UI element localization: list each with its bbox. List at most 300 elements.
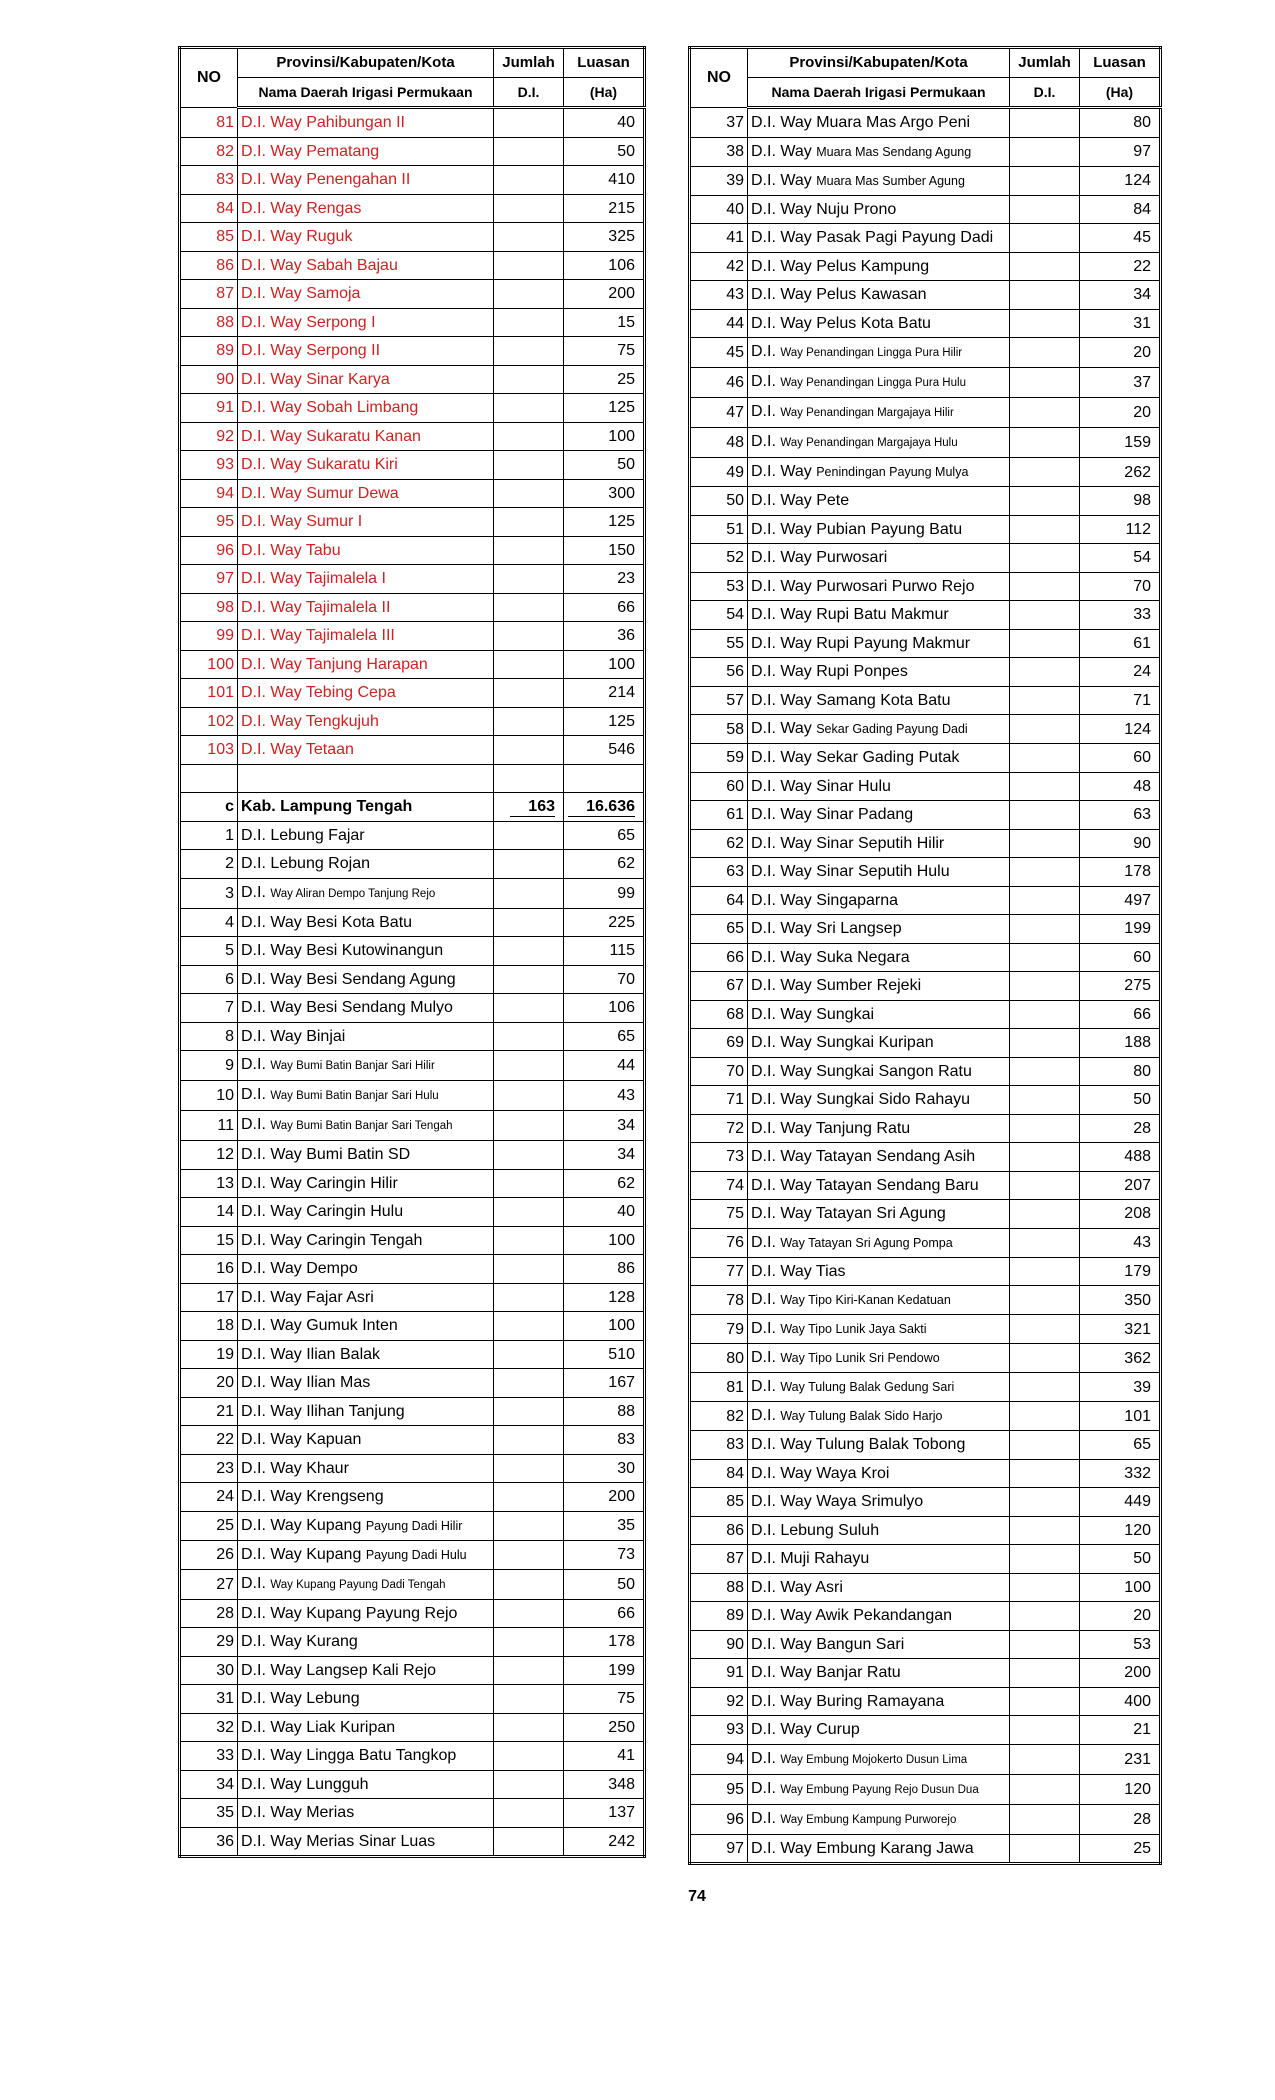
name-text: Sekar Gading Payung Dadi [816,722,968,736]
irrigation-area-name [238,1169,494,1198]
row-number: 40 [690,195,748,224]
row-number: 57 [690,686,748,715]
name-prefix: D.I. Way [241,427,302,445]
luasan-value: 159 [1080,428,1161,458]
row-number: 76 [690,1228,748,1257]
header-province: Provinsi/Kabupaten/Kota [748,48,1010,78]
name-text: Way Dempo [270,1260,358,1278]
header-province: Provinsi/Kabupaten/Kota [238,48,494,78]
name-prefix: D.I. [241,942,266,960]
jumlah-value [1010,428,1080,458]
row-number: 91 [180,394,238,423]
jumlah-value [494,1255,564,1284]
right-table-body [690,108,1161,1864]
table-row [690,1057,1161,1086]
row-number: 52 [690,544,748,573]
jumlah-value [1010,1516,1080,1545]
row-number: 94 [180,479,238,508]
name-prefix: D.I. [751,634,776,652]
name-prefix: D.I. [751,343,776,360]
jumlah-value [494,1540,564,1569]
row-number: 95 [690,1774,748,1804]
irrigation-area-name [238,1340,494,1369]
luasan-value: 34 [564,1141,645,1170]
luasan-value: 188 [1080,1029,1161,1058]
name-prefix: D.I. [751,229,776,247]
name-prefix: D.I. Way [241,655,302,673]
name-text: Tajimalela I [305,570,386,588]
jumlah-value [494,1022,564,1051]
name-text: Way Pelus Kawasan [780,286,927,304]
table-row [180,1340,645,1369]
name-text: Tengkujuh [305,712,379,730]
jumlah-value [1010,1774,1080,1804]
table-row [690,572,1161,601]
irrigation-area-name [748,166,1010,195]
irrigation-area-name [748,224,1010,253]
name-prefix: D.I. Way [241,541,302,559]
luasan-value: 179 [1080,1257,1161,1286]
name-prefix: D.I. [751,1005,776,1023]
name-prefix: D.I. [751,433,776,450]
jumlah-value [1010,544,1080,573]
row-number: 87 [690,1545,748,1574]
name-text: Ruguk [306,228,353,246]
luasan-value: 125 [564,394,645,423]
row-number: 19 [180,1340,238,1369]
table-row [180,707,645,736]
irrigation-area-name [238,1511,494,1540]
luasan-value: 128 [564,1283,645,1312]
name-prefix: D.I. [241,1661,266,1679]
table-row [180,1713,645,1742]
luasan-value: 28 [1080,1804,1161,1834]
jumlah-value [494,650,564,679]
table-row [690,1659,1161,1688]
irrigation-area-name [238,1742,494,1771]
name-text: Way Sinar Hulu [780,777,891,795]
name-text: Sukaratu Kiri [306,456,398,474]
jumlah-value [1010,772,1080,801]
table-row [180,1312,645,1341]
name-prefix: D.I. [751,977,776,995]
subtotal-row [180,793,645,822]
table-row [690,1086,1161,1115]
luasan-value: 25 [1080,1834,1161,1864]
irrigation-area-name [748,715,1010,744]
table-row [690,1431,1161,1460]
name-text: Way Rupi Ponpes [780,663,908,681]
jumlah-value [1010,1315,1080,1344]
name-prefix: D.I. [751,373,776,390]
jumlah-value [494,1283,564,1312]
table-row [180,593,645,622]
jumlah-value [1010,629,1080,658]
table-row [690,972,1161,1001]
table-row [690,1344,1161,1373]
name-text: Sinar Karya [306,370,390,388]
irrigation-area-name [238,108,494,138]
row-number: 33 [180,1742,238,1771]
name-text: Sukaratu Kanan [306,427,421,445]
name-text: Way Pasak Pagi Payung Dadi [780,229,994,247]
name-text: Way Tulung Balak Tobong [780,1436,966,1454]
jumlah-value [494,1454,564,1483]
luasan-value: 400 [1080,1687,1161,1716]
irrigation-area-name [748,772,1010,801]
row-number: 18 [180,1312,238,1341]
row-number: 12 [180,1141,238,1170]
jumlah-value [494,707,564,736]
jumlah-value [494,1827,564,1857]
name-prefix: D.I. [751,1550,776,1568]
jumlah-value [494,251,564,280]
luasan-value: 80 [1080,108,1161,138]
name-text: Way Tias [780,1262,846,1280]
jumlah-value [1010,487,1080,516]
jumlah-value [494,1312,564,1341]
table-row [180,937,645,966]
row-number: 6 [180,965,238,994]
irrigation-area-name [748,338,1010,368]
name-text: Way Langsep Kali Rejo [270,1661,437,1679]
header-luasan-unit: (Ha) [1080,78,1161,108]
irrigation-area-name [238,1827,494,1857]
table-row [180,365,645,394]
irrigation-area-name [238,1628,494,1657]
irrigation-area-name [748,309,1010,338]
row-number: 99 [180,622,238,651]
luasan-value: 88 [564,1397,645,1426]
luasan-value: 231 [1080,1744,1161,1774]
luasan-value: 66 [564,593,645,622]
irrigation-area-name [238,479,494,508]
luasan-value: 60 [1080,943,1161,972]
table-row [690,195,1161,224]
row-number: 93 [180,451,238,480]
row-number [180,764,238,793]
table-row [690,829,1161,858]
row-number: 25 [180,1511,238,1540]
name-prefix: D.I. [751,1062,776,1080]
irrigation-area-name [748,544,1010,573]
name-text: Way Tipo Lunik Jaya Sakti [780,1322,927,1336]
row-number: 31 [180,1685,238,1714]
jumlah-value [494,793,564,822]
table-row [690,338,1161,368]
table-row [690,601,1161,630]
luasan-value: 200 [564,1483,645,1512]
jumlah-value [1010,943,1080,972]
jumlah-value [494,1770,564,1799]
name-text: Way Ilian Mas [270,1374,371,1392]
table-row [180,1483,645,1512]
irrigation-area-name [238,622,494,651]
table-row [180,1454,645,1483]
luasan-value: 100 [1080,1573,1161,1602]
name-prefix: D.I. [751,314,776,332]
luasan-value: 242 [564,1827,645,1857]
row-number: 17 [180,1283,238,1312]
luasan-value: 71 [1080,686,1161,715]
name-text: Way Binjai [270,1027,346,1045]
table-row [180,536,645,565]
jumlah-value [494,1226,564,1255]
jumlah-value [1010,829,1080,858]
luasan-value: 50 [1080,1545,1161,1574]
name-prefix: D.I. [751,663,776,681]
jumlah-value [1010,1488,1080,1517]
jumlah-value [494,1426,564,1455]
irrigation-area-name [238,365,494,394]
luasan-value: 178 [564,1628,645,1657]
name-prefix: D.I. [751,549,776,567]
luasan-value: 124 [1080,166,1161,195]
header-jumlah-unit: D.I. [494,78,564,108]
table-row [690,1687,1161,1716]
row-number: 38 [690,137,748,166]
irrigation-area-name [748,1431,1010,1460]
row-number: 77 [690,1257,748,1286]
irrigation-area-name [238,394,494,423]
luasan-value: 31 [1080,309,1161,338]
table-row [690,1545,1161,1574]
name-prefix: D.I. Way [241,256,302,274]
table-row [180,1141,645,1170]
name-prefix: D.I. [751,1664,776,1682]
name-prefix: D.I. Way [241,741,302,759]
luasan-value: 62 [564,1169,645,1198]
name-text: Way Tanjung Ratu [780,1119,911,1137]
irrigation-area-name [238,1426,494,1455]
jumlah-value [494,937,564,966]
luasan-value: 36 [564,622,645,651]
luasan-value: 100 [564,650,645,679]
irrigation-area-name [748,1630,1010,1659]
table-row [690,166,1161,195]
jumlah-value [494,508,564,537]
table-row [690,252,1161,281]
luasan-value: 20 [1080,338,1161,368]
jumlah-value [494,223,564,252]
irrigation-area-name [238,1369,494,1398]
name-text: Rengas [306,199,362,217]
name-prefix: D.I. Way [751,720,812,737]
irrigation-area-name [238,1599,494,1628]
row-number: 71 [690,1086,748,1115]
row-number: 21 [180,1397,238,1426]
row-number: 78 [690,1286,748,1315]
name-prefix: D.I. Way [241,456,302,474]
luasan-value: 214 [564,679,645,708]
table-row [690,368,1161,398]
table-row [690,686,1161,715]
name-text: Serpong II [306,342,381,360]
table-row [690,1373,1161,1402]
header-luasan: Luasan [1080,48,1161,78]
row-number: 90 [180,365,238,394]
irrigation-area-name [748,658,1010,687]
name-text: Way Fajar Asri [270,1288,374,1306]
luasan-value: 43 [564,1081,645,1111]
name-prefix: D.I. [241,855,266,873]
name-text: Way Purwosari Purwo Rejo [780,577,975,595]
name-text: Way Muara Mas Argo Peni [780,114,971,132]
irrigation-area-name [238,1226,494,1255]
jumlah-value [494,1340,564,1369]
jumlah-value [494,1051,564,1081]
row-number: 14 [180,1198,238,1227]
irrigation-area-name [748,515,1010,544]
irrigation-area-name [238,679,494,708]
name-text: Way Samang Kota Batu [780,691,951,709]
header-jumlah: Jumlah [1010,48,1080,78]
jumlah-value [1010,886,1080,915]
jumlah-value [494,764,564,793]
irrigation-area-name [748,1373,1010,1402]
name-prefix: D.I. [241,883,266,901]
irrigation-area-name [238,536,494,565]
luasan-value: 199 [564,1656,645,1685]
name-text: Way Aliran Dempo Tanjung Rejo [270,887,436,900]
name-prefix: D.I. [751,1262,776,1280]
row-number: 61 [690,801,748,830]
row-number: 83 [690,1431,748,1460]
name-prefix: D.I. [751,1349,776,1366]
jumlah-value [1010,368,1080,398]
table-row [690,801,1161,830]
table-row [690,224,1161,253]
name-text: Sumur I [306,513,363,531]
name-prefix: D.I. [751,114,776,132]
row-number: 51 [690,515,748,544]
jumlah-value [1010,1431,1080,1460]
irrigation-area-name [748,1774,1010,1804]
jumlah-value [494,565,564,594]
row-number: 100 [180,650,238,679]
luasan-value: 362 [1080,1344,1161,1373]
table-row [690,715,1161,744]
name-prefix: D.I. Way [751,463,812,480]
name-prefix: D.I. Way [241,285,302,303]
jumlah-value [494,280,564,309]
name-text: Payung Dadi Hilir [365,1518,463,1533]
irrigation-area-name [238,337,494,366]
row-number: 94 [690,1744,748,1774]
name-prefix: D.I. [751,1721,776,1739]
row-number: 11 [180,1111,238,1141]
row-number: 79 [690,1315,748,1344]
jumlah-value [1010,458,1080,487]
name-text: Way Tipo Kiri-Kanan Kedatuan [780,1293,951,1307]
name-text: Way Besi Kota Batu [270,913,413,931]
name-text: Sumur Dewa [306,484,399,502]
name-text: Way Sri Langsep [780,920,902,938]
jumlah-value [1010,224,1080,253]
luasan-value: 207 [1080,1171,1161,1200]
table-row [180,1569,645,1599]
row-number: 90 [690,1630,748,1659]
row-number: 66 [690,943,748,972]
table-row [690,515,1161,544]
header-jumlah: Jumlah [494,48,564,78]
table-row [690,858,1161,887]
name-text: Way Tatayan Sri Agung [780,1205,946,1223]
name-prefix: D.I. [241,999,266,1017]
row-number: 13 [180,1169,238,1198]
table-row [180,108,645,138]
table-row [180,764,645,793]
row-number: 7 [180,994,238,1023]
table-row [180,394,645,423]
jumlah-value [1010,1459,1080,1488]
irrigation-table-left [178,46,646,1858]
name-prefix: D.I. [751,1378,776,1395]
name-prefix: D.I. Way [241,513,302,531]
row-number: 74 [690,1171,748,1200]
irrigation-area-name [748,1516,1010,1545]
name-text: Way Penandingan Lingga Pura Hilir [780,347,963,359]
name-prefix: D.I. [241,1459,266,1477]
name-prefix: D.I. [751,920,776,938]
table-row [690,1200,1161,1229]
row-number: 83 [180,166,238,195]
name-text: Way Banjar Ratu [780,1664,901,1682]
row-number: 62 [690,829,748,858]
jumlah-value [1010,972,1080,1001]
name-text: Way Embung Mojokerto Dusun Lima [780,1753,968,1766]
row-number: 9 [180,1051,238,1081]
jumlah-value [1010,515,1080,544]
name-text: Way Krengseng [270,1488,384,1506]
irrigation-area-name [238,707,494,736]
jumlah-value [494,422,564,451]
luasan-value: 48 [1080,772,1161,801]
name-prefix: D.I. [751,1176,776,1194]
jumlah-value [1010,1573,1080,1602]
table-row [180,908,645,937]
jumlah-value [494,451,564,480]
luasan-value: 66 [1080,1000,1161,1029]
name-text: Way Lungguh [270,1775,369,1793]
irrigation-area-name [238,937,494,966]
name-prefix: D.I. [241,1747,266,1765]
name-text: Way Embung Karang Jawa [780,1839,974,1857]
name-text: Way Pete [780,492,850,510]
jumlah-value [494,1081,564,1111]
table-row [690,1630,1161,1659]
irrigation-area-name [748,943,1010,972]
row-number: 58 [690,715,748,744]
irrigation-area-name [238,650,494,679]
name-prefix: D.I. [751,1692,776,1710]
luasan-value: 125 [564,707,645,736]
table-row [690,1143,1161,1172]
name-text: Muara Mas Sumber Agung [816,173,965,188]
luasan-value: 84 [1080,195,1161,224]
irrigation-table-right [688,46,1162,1865]
table-row [180,1022,645,1051]
jumlah-value [494,736,564,765]
luasan-value: 24 [1080,658,1161,687]
name-prefix: D.I. Way [241,684,302,702]
table-row [180,308,645,337]
table-row [690,1774,1161,1804]
table-row [690,658,1161,687]
name-prefix: D.I. [241,1116,266,1133]
jumlah-value [494,1198,564,1227]
irrigation-area-name [238,166,494,195]
